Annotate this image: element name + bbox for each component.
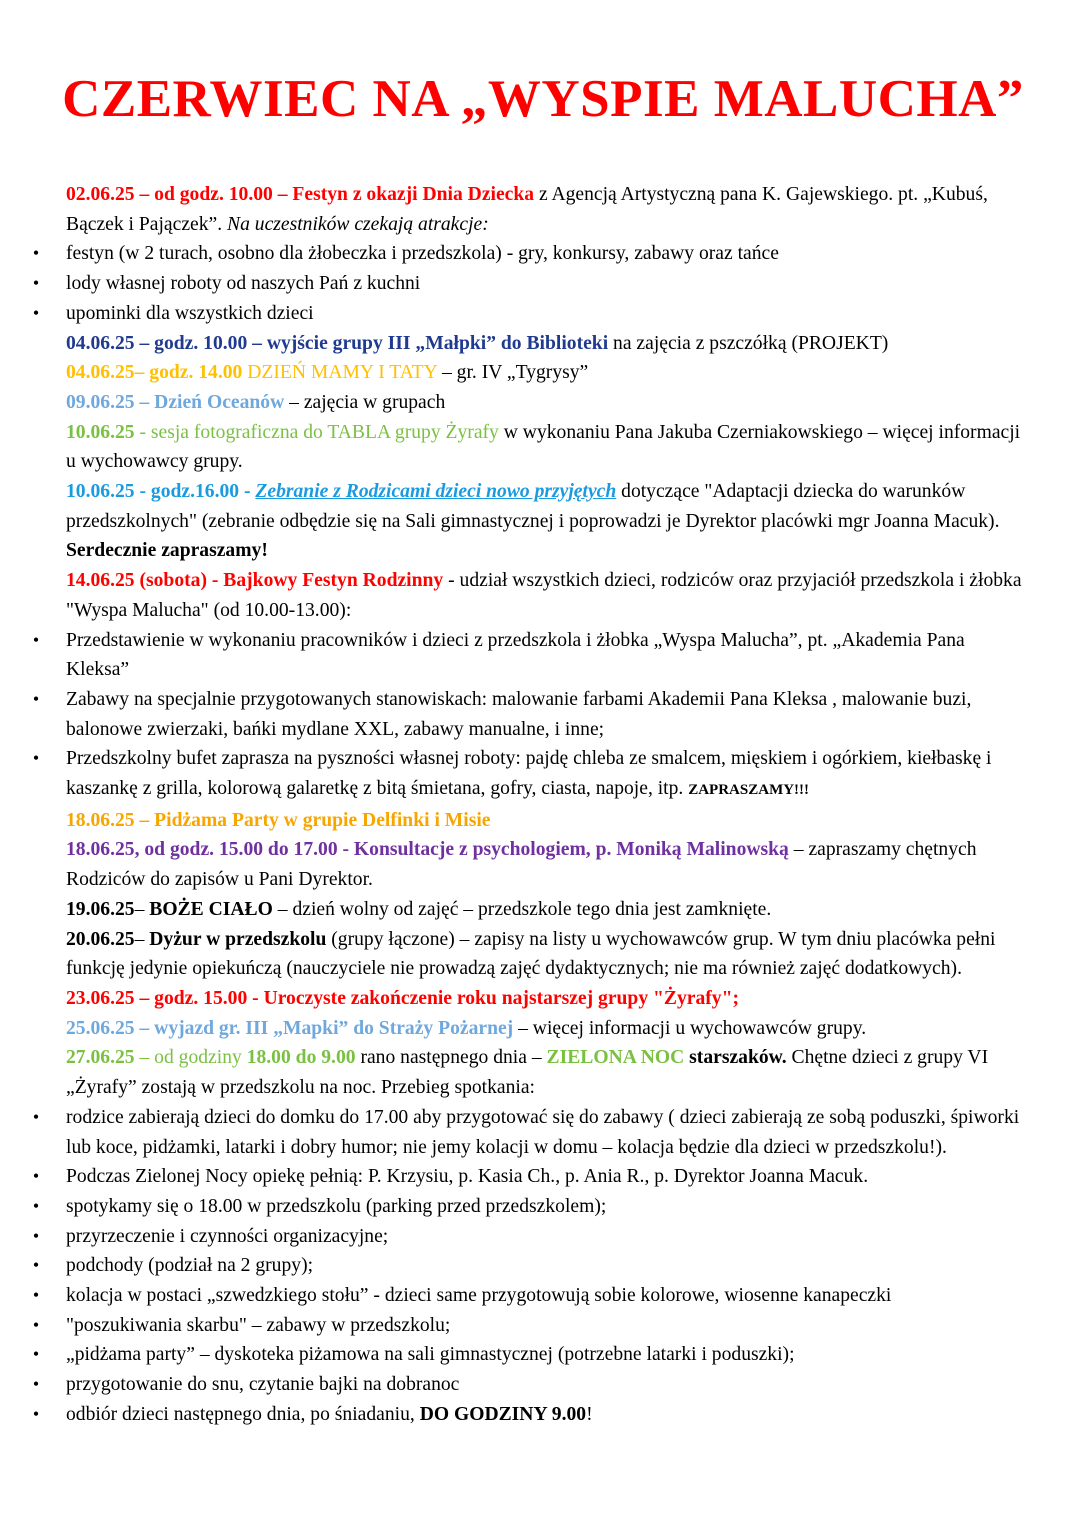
events-list [32, 180, 1026, 1430]
event-konsultacje: 18.06.25, od godz. 15.00 do 17.00 - Konsultacje z psychologiem, p. Moniką Malinowską – zapraszamy chętnych Rodziców do zapisów u Pani Dyrektor. [66, 839, 977, 891]
list-item: • Przedszkolny bufet zaprasza na pyszności własnej roboty: pajdę chleba ze smalcem, mięskiem i ogórkiem, kiełbaskę i kaszankę z grilla, kolorową galaretkę z bitą śmietana, gofry, ciasta, napoje, itp. ZAPRASZAMY!!! [66, 744, 1026, 805]
event-straz-pozarna: 25.06.25 – wyjazd gr. III „Mapki” do Straży Pożarnej – więcej informacji u wychowawców grupy. [66, 1017, 867, 1039]
list-item: • spotykamy się o 18.00 w przedszkolu (parking przed przedszkolem); [66, 1192, 1026, 1222]
list-item: • przygotowanie do snu, czytanie bajki na dobranoc [66, 1370, 1026, 1400]
event-sesja-tablo: 10.06.25 - sesja fotograficzna do TABLA grupy Żyrafy w wykonaniu Pana Jakuba Czerniakowskiego – więcej informacji u wychowawcy grupy. [66, 421, 1021, 473]
list-item: • upominki dla wszystkich dzieci [66, 299, 1026, 329]
list-item: • Zabawy na specjalnie przygotowanych stanowiskach: malowanie farbami Akademii Pana Kleksa , malowanie buzi, balonowe zwierzaki, bańki mydlane XXL, zabawy manualne, i inne; [66, 685, 1026, 744]
list-item: • "poszukiwania skarbu" – zabawy w przedszkolu; [66, 1311, 1026, 1341]
bullet-icon: • [32, 1285, 40, 1306]
bullet-icon: • [32, 1166, 40, 1187]
zebranie-link[interactable]: Zebranie z Rodzicami dzieci nowo przyjętych [255, 481, 617, 503]
bullet-icon: • [32, 1314, 40, 1335]
bullet-icon: • [32, 1225, 40, 1246]
bullet-icon: • [32, 243, 40, 264]
list-item: • odbiór dzieci następnego dnia, po śniadaniu, DO GODZINY 9.00! [66, 1400, 1026, 1430]
bullet-icon: • [32, 302, 40, 323]
bullet-icon: • [32, 1403, 40, 1424]
event-zakonczenie-roku: 23.06.25 – godz. 15.00 - Uroczyste zakończenie roku najstarszej grupy "Żyrafy"; [66, 987, 739, 1009]
bullet-icon: • [32, 748, 40, 769]
bullet-icon: • [32, 1344, 40, 1365]
event-bajkowy-festyn: 14.06.25 (sobota) - Bajkowy Festyn Rodzinny - udział wszystkich dzieci, rodziców oraz przyjaciół przedszkola i żłobka "Wyspa Malucha" (od 10.00-13.00): [66, 570, 1022, 621]
bullet-icon: • [32, 629, 40, 650]
event-boze-cialo: 19.06.25– BOŻE CIAŁO – dzień wolny od zajęć – przedszkole tego dnia jest zamknięte. [66, 898, 772, 920]
list-item: • lody własnej roboty od naszych Pań z kuchni [66, 269, 1026, 299]
event-dzien-oceanow: 09.06.25 – Dzień Oceanów – zajęcia w grupach [66, 391, 446, 413]
event-zielona-noc: 27.06.25 – od godziny 18.00 do 9.00 rano następnego dnia – ZIELONA NOC starszaków. Chętne dzieci z grupy VI „Żyrafy” zostają w przedszkolu na noc. Przebieg spotkania: [66, 1047, 989, 1099]
list-item: • „pidżama party” – dyskoteka piżamowa na sali gimnastycznej (potrzebne latarki i poduszki); [66, 1340, 1026, 1370]
event-festyn-dnia-dziecka: 02.06.25 – od godz. 10.00 – Festyn z okazji Dnia Dziecka z Agencją Artystyczną pana K. Gajewskiego. pt. „Kubuś, Bączek i Pajączek”. Na uczestników czekają atrakcje: [66, 184, 988, 235]
event-pidzama-party: 18.06.25 – Pidżama Party w grupie Delfinki i Misie [66, 809, 491, 831]
event-dzien-mamy-i-taty: 04.06.25– godz. 14.00 DZIEŃ MAMY I TATY – gr. IV „Tygrysy” [66, 362, 589, 384]
list-item: • kolacja w postaci „szwedzkiego stołu” - dzieci same przygotowują sobie kolorowe, wiosenne kanapeczki [66, 1281, 1026, 1311]
page-title: CZERWIEC NA „WYSPIE MALUCHA” [62, 70, 1024, 128]
event-zebranie: 10.06.25 - godz.16.00 - Zebranie z Rodzicami dzieci nowo przyjętych dotyczące "Adaptacji dziecka do warunków przedszkolnych" (zebranie odbędzie się na Sali gimnastycznej i poprowadzi je Dyrektor placówki mgr Joanna Macuk). Serdecznie zapraszamy! [66, 481, 1000, 562]
list-item: • rodzice zabierają dzieci do domku do 17.00 aby przygotować się do zabawy ( dzieci zabierają ze sobą poduszki, śpiworki lub koce, pidżamki, latarki i dobry humor; nie jemy kolacji w domu – kolacja będzie dla dzieci w przedszkolu!). [66, 1103, 1026, 1162]
bullet-icon: • [32, 1106, 40, 1127]
bullet-icon: • [32, 688, 40, 709]
list-item: • podchody (podział na 2 grupy); [66, 1251, 1026, 1281]
bullet-icon: • [32, 1255, 40, 1276]
list-item: • festyn (w 2 turach, osobno dla żłobeczka i przedszkola) - gry, konkursy, zabawy oraz tańce [66, 239, 1026, 269]
event-dyzur: 20.06.25– Dyżur w przedszkolu (grupy łączone) – zapisy na listy u wychowawców grup. W tym dniu placówka pełni funkcję jedynie opiekuńczą (nauczyciele nie prowadzą zajęć dydaktycznych; nie ma również zajęć dodatkowych). [66, 928, 996, 980]
bullet-icon: • [32, 273, 40, 294]
bullet-icon: • [32, 1195, 40, 1216]
bullet-icon: • [32, 1374, 40, 1395]
list-item: • przyrzeczenie i czynności organizacyjne; [66, 1222, 1026, 1252]
list-item: • Przedstawienie w wykonaniu pracowników i dzieci z przedszkola i żłobka „Wyspa Malucha”, pt. „Akademia Pana Kleksa” [66, 626, 1026, 685]
event-biblioteka: 04.06.25 – godz. 10.00 – wyjście grupy III „Małpki” do Biblioteki na zajęcia z pszczółką (PROJEKT) [66, 332, 889, 354]
list-item: • Podczas Zielonej Nocy opiekę pełnią: P. Krzysiu, p. Kasia Ch., p. Ania R., p. Dyrektor Joanna Macuk. [66, 1162, 1026, 1192]
